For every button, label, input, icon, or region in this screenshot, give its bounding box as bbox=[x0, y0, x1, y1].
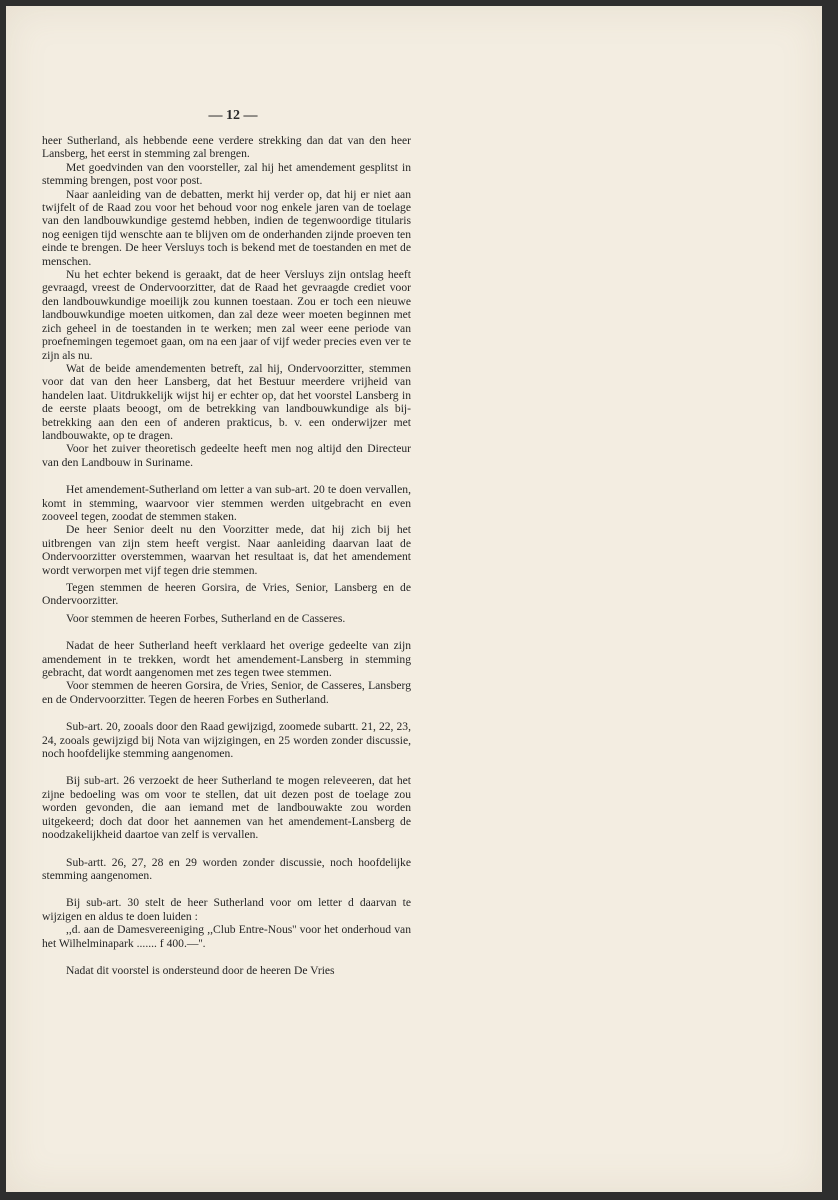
page-number: — 12 — bbox=[208, 108, 258, 123]
paragraph: Bij sub-art. 30 stelt de heer Sutherland voor om letter d daarvan te wijzigen en aldus te doen luiden : bbox=[42, 896, 411, 923]
paragraph: Naar aanleiding van de debatten, merkt hij verder op, dat hij er niet aan twijfelt of de Raad zou voor het behoud voor nog enkele jaren van de toelage van den landbouwkundige gestemd hebben, indien de tegenwoordige titularis nog eenigen tijd wenschte aan te blijven om de onderhanden zijnde proeven ten einde te brengen. De heer Versluys toch is bekend met de toestanden en met de menschen. bbox=[42, 187, 411, 268]
paragraph: Nadat de heer Sutherland heeft verklaard het overige gedeelte van zijn amendement in te trekken, wordt het amendement-Lansberg in stemming gebracht, dat wordt aangenomen met zes tegen twee stemmen. bbox=[42, 639, 411, 680]
paragraph: Sub-artt. 26, 27, 28 en 29 worden zonder discussie, noch hoofdelijke stemming aangenomen. bbox=[42, 855, 411, 882]
paragraph: Het amendement-Sutherland om letter a van sub-art. 20 te doen vervallen, komt in stemming, waarvoor vier stemmen werden uitgebracht en even zooveel tegen, zoodat de stemmen staken. bbox=[42, 483, 411, 523]
paragraph: Wat de beide amendementen betreft, zal hij, Ondervoorzitter, stemmen voor dat van den heer Lansberg, dat het Bestuur meerdere vrijheid van handelen laat. Uitdrukkelijk wijst hij er echter op, dat het voorstel Lansberg in de eerste plaats beoogt, om de betrekking van landbouwkundige als bij-betrekking aan den een of anderen prakticus, b. v. een onderwijzer met landbouwakte, op te dragen. bbox=[42, 361, 411, 442]
paragraph: Tegen stemmen de heeren Gorsira, de Vries, Senior, Lansberg en de Ondervoorzitter. bbox=[42, 581, 411, 608]
paragraph: Nadat dit voorstel is ondersteund door de heeren De Vries bbox=[66, 963, 335, 977]
paragraph: Sub-art. 20, zooals door den Raad gewijzigd, zoomede subartt. 21, 22, 23, 24, zooals gewijzigd bij Nota van wijzigingen, en 25 worden zonder discussie, noch hoofdelijke stemming aangenomen. bbox=[42, 720, 411, 761]
paragraph: Voor het zuiver theoretisch gedeelte heeft men nog altijd den Directeur van den Landbouw in Suriname. bbox=[42, 442, 411, 469]
paragraph: Voor stemmen de heeren Forbes, Sutherland en de Casseres. bbox=[66, 611, 346, 625]
document-page bbox=[6, 6, 822, 1192]
paragraph: heer Sutherland, als hebbende eene verdere strekking dan dat van den heer Lansberg, het eerst in stemming zal brengen. bbox=[42, 134, 411, 161]
paragraph: Bij sub-art. 26 verzoekt de heer Sutherland te mogen releveeren, dat het zijne bedoeling was om voor te stellen, dat uit dezen post de toelage zou worden gevonden, die aan iemand met de landbouwakte zou worden uitgekeerd; doch dat door het aannemen van het amendement-Lansberg de noodzakelijkheid daartoe van zelf is vervallen. bbox=[42, 774, 411, 842]
paragraph: Met goedvinden van den voorsteller, zal hij het amendement gesplitst in stemming brengen, post voor post. bbox=[42, 160, 411, 188]
paragraph: ,,d. aan de Damesvereeniging ,,Club Entre-Nous'' voor het onderhoud van het Wilhelminapark ....... f 400.—''. bbox=[42, 923, 411, 950]
paragraph: Voor stemmen de heeren Gorsira, de Vries, Senior, de Casseres, Lansberg en de Ondervoorzitter. Tegen de heeren Forbes en Sutherland. bbox=[42, 679, 411, 706]
body-text bbox=[42, 134, 411, 977]
paragraph: De heer Senior deelt nu den Voorzitter mede, dat hij zich bij het uitbrengen van zijn stem heeft vergist. Naar aanleiding daarvan laat de Ondervoorzitter overstemmen, waarvan het resultaat is, dat het amendement wordt verworpen met vijf tegen drie stemmen. bbox=[42, 523, 411, 577]
paragraph: Nu het echter bekend is geraakt, dat de heer Versluys zijn ontslag heeft gevraagd, vreest de Ondervoorzitter, dat de Raad het gevraagde crediet voor den landbouwkundige moeilijk zou kunnen toestaan. Zou er toch een nieuwe landbouwkundige moeten uitkomen, dan zal deze weer moeten beginnen met zich geheel in de toestanden in te werken; men zal weer eene periode van proefnemingen tegemoet gaan, om na een jaar of vijf weder precies even ver te zijn als nu. bbox=[42, 268, 411, 362]
